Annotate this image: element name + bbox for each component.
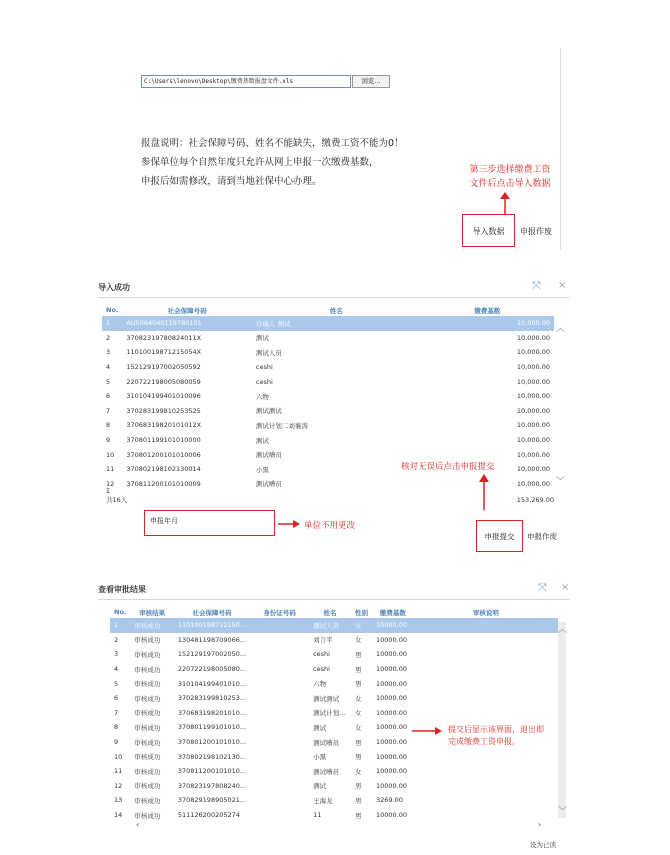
table-cell: 6 <box>106 392 111 401</box>
table-header <box>102 304 554 316</box>
table-cell: 审核成功 <box>130 618 173 633</box>
table-cell: 王海龙 <box>313 796 333 805</box>
divider <box>98 297 570 298</box>
table-cell-remark <box>414 662 558 677</box>
import-panel <box>98 48 561 250</box>
table-cell: 10,000.00 <box>516 333 550 342</box>
table-row[interactable] <box>110 676 558 691</box>
table-cell: 女 <box>355 636 362 645</box>
table-cell: 测试 <box>255 334 269 343</box>
table-cell: 152129197002050... <box>177 650 247 659</box>
table-cell: 男 <box>355 665 362 674</box>
table-cell: 3269.00 <box>376 796 403 805</box>
table-row[interactable] <box>110 633 558 648</box>
table-cell: 370801199101010000 <box>126 436 201 445</box>
table-cell: 测试计划二刘襄涛 <box>255 421 308 430</box>
table-cell: 4 <box>114 665 119 674</box>
table-cell: 审核成功 <box>134 738 161 747</box>
table-cell: 4 <box>106 363 111 372</box>
col-name: 姓名 <box>329 306 343 315</box>
table-row[interactable] <box>102 433 554 448</box>
table-cell: 2 <box>114 635 119 644</box>
table-row[interactable] <box>110 764 558 779</box>
table-cell-remark <box>414 764 558 779</box>
table-cell: 7 <box>114 708 119 717</box>
table-cell-remark <box>414 633 558 648</box>
table-row[interactable] <box>102 374 554 389</box>
table-cell-remark <box>414 749 558 764</box>
table-cell <box>250 793 309 808</box>
table-cell: 测试嘈员 <box>255 480 282 489</box>
table-cell <box>250 706 309 721</box>
table-cell: 5 <box>114 679 119 688</box>
table-cell: 测试计划... <box>313 709 346 718</box>
table-cell: 11 <box>114 767 123 776</box>
period-label: 申报年月 <box>150 517 178 525</box>
table-cell: 审核成功 <box>134 782 161 791</box>
table-row[interactable] <box>102 345 554 360</box>
table-cell: 审核成功 <box>134 811 161 820</box>
table-cell: 10,000.00 <box>421 316 554 331</box>
table-cell: 9 <box>114 738 119 747</box>
table-cell <box>250 808 309 823</box>
table-cell: 370802198102130014 <box>126 465 201 474</box>
table-cell: 370801199101010... <box>177 723 247 732</box>
period-note: 单位不用更改 <box>304 521 356 531</box>
total-count: 共16人 <box>106 496 128 504</box>
panel-title: 导入成功 <box>98 283 130 292</box>
table-cell <box>250 662 309 677</box>
table-cell: 130481198709066... <box>177 635 247 644</box>
table-cell: 男 <box>355 811 362 820</box>
table-cell: 审核成功 <box>134 753 161 762</box>
table-cell: 许瑞人 测试 <box>252 316 421 331</box>
table-cell: 10000.00 <box>376 781 408 790</box>
callout-line-1: 第三步选择缴费工资 <box>469 165 551 175</box>
table-cell: 370811200101010009 <box>126 479 201 488</box>
table-cell: 审核成功 <box>134 767 161 776</box>
submit-report-button[interactable]: 申报提交 <box>484 532 515 541</box>
table-cell <box>250 720 309 735</box>
table-cell: 测试嘈员 <box>313 767 340 776</box>
table-cell: 12 <box>114 781 123 790</box>
table-cell <box>250 618 309 633</box>
table-cell: 2 <box>106 333 111 342</box>
scroll-down-icon[interactable]: ﹀ <box>558 807 568 817</box>
table-cell <box>250 633 309 648</box>
table-cell: 女 <box>355 723 362 732</box>
table-cell: 370829198905021... <box>177 796 247 805</box>
col-ssn: 社会保障号码 <box>192 608 232 617</box>
table-cell: 审核成功 <box>134 636 161 645</box>
col-result: 审核结果 <box>139 608 166 617</box>
table-cell: 女 <box>355 767 362 776</box>
table-cell: 10,000.00 <box>516 421 550 430</box>
table-row[interactable] <box>110 662 558 677</box>
table-cell: 10,000.00 <box>516 436 550 445</box>
table-cell: 10000.00 <box>376 767 408 776</box>
import-data-button[interactable]: 导入数据 <box>472 227 505 236</box>
table-cell: ceshi <box>255 377 273 386</box>
table-cell: 8 <box>114 723 119 732</box>
import-total-row <box>106 487 127 505</box>
table-row[interactable] <box>102 331 554 346</box>
table-cell: 11 <box>313 811 322 820</box>
table-cell: 10000.00 <box>376 752 408 761</box>
table-cell: 1 <box>110 618 130 633</box>
table-cell: 7 <box>106 406 111 415</box>
table-cell-remark <box>414 618 558 633</box>
col-base: 缴费基数 <box>379 608 406 617</box>
table-cell: 测试 <box>313 723 327 732</box>
table-cell-remark <box>414 691 558 706</box>
table-cell: 测试嘈员 <box>313 738 340 747</box>
result-callout <box>448 724 544 748</box>
table-row[interactable] <box>102 389 554 404</box>
table-cell <box>250 691 309 706</box>
table-row[interactable] <box>110 808 558 823</box>
table-cell: 110100198712150... <box>174 618 250 633</box>
table-cell: 37082319780824011X <box>126 333 202 342</box>
scroll-up-icon[interactable]: ︿ <box>556 324 566 334</box>
note-line-3: 申报后如需修改，请到当地社保中心办理。 <box>141 176 322 187</box>
table-cell: 审核成功 <box>134 694 161 703</box>
table-cell: 511126200205274 <box>177 811 240 820</box>
table-cell: 9 <box>106 436 111 445</box>
table-cell: 测试嘈员 <box>255 451 282 460</box>
table-cell: 5 <box>106 377 111 386</box>
table-cell: 10000.00 <box>376 679 408 688</box>
table-cell: 10000.00 <box>376 694 408 703</box>
table-cell: 3 <box>106 348 111 357</box>
file-path-input[interactable]: C:\Users\lenovo\Desktop\缴费基数报盘文件.xls <box>141 75 351 88</box>
table-cell: 152129197002050592 <box>126 363 201 372</box>
arrow-up-icon <box>500 192 510 214</box>
table-row[interactable] <box>110 749 558 764</box>
table-cell: 10000.00 <box>376 635 408 644</box>
table-cell <box>250 647 309 662</box>
table-cell <box>250 764 309 779</box>
table-cell: 测试人员 <box>255 348 282 357</box>
table-cell: 六物 <box>313 680 327 689</box>
note-line-2: 参保单位每个自然年度只允许从网上申报一次缴费基数， <box>141 157 379 168</box>
table-cell: 10,000.00 <box>516 479 550 488</box>
table-row[interactable] <box>102 418 554 433</box>
col-no: No. <box>114 608 127 616</box>
table-row[interactable] <box>110 779 558 794</box>
table-cell: 审核成功 <box>134 796 161 805</box>
callout-line-2: 完成缴费工资申报。 <box>448 737 520 746</box>
table-cell: 220722198005080059 <box>126 377 201 386</box>
arrow-right-icon <box>412 727 442 735</box>
table-cell-remark <box>414 647 558 662</box>
note-line-1: 报盘说明：社会保障号码、姓名不能缺失，缴费工资不能为0！ <box>141 138 404 149</box>
vertical-scrollbar[interactable] <box>558 622 566 818</box>
arrow-right-icon <box>278 520 300 528</box>
table-cell: 测试人员 <box>309 618 351 633</box>
table-cell: 10 <box>106 450 115 459</box>
table-cell: 220722198005080... <box>177 665 247 674</box>
col-gender: 性别 <box>355 608 368 617</box>
table-cell: 310104199401010... <box>177 679 247 688</box>
table-cell: 男 <box>355 738 362 747</box>
table-cell: 8 <box>106 421 111 430</box>
table-cell: 10,000.00 <box>516 363 550 372</box>
col-base: 缴费基数 <box>474 306 501 315</box>
close-icon[interactable]: × <box>558 280 567 291</box>
table-cell-remark <box>414 676 558 691</box>
upload-notes <box>141 134 404 191</box>
table-cell: ceshi <box>255 363 273 372</box>
table-row[interactable] <box>110 618 558 633</box>
table-cell-remark <box>414 779 558 794</box>
table-cell: 370683198201010... <box>177 708 247 717</box>
submit-callout: 核对无误后点击申报提交 <box>401 462 495 472</box>
close-icon[interactable]: × <box>561 582 570 593</box>
table-cell: 测试测试 <box>313 694 340 703</box>
table-cell: 女 <box>355 694 362 703</box>
col-ssn: 社会保障号码 <box>167 306 207 315</box>
table-cell: 37068319820101012X <box>126 421 202 430</box>
cancel-report-button[interactable]: 申报作废 <box>520 227 552 236</box>
table-cell: 370283199810253... <box>177 694 247 703</box>
table-cell: 男 <box>355 782 362 791</box>
table-cell: 13 <box>114 796 123 805</box>
table-row[interactable] <box>110 691 558 706</box>
table-cell: 10000.00 <box>372 618 414 633</box>
table-cell: 小黑 <box>255 465 269 474</box>
table-cell: 370801200101010... <box>177 738 247 747</box>
table-cell: 14 <box>114 811 123 820</box>
scroll-left-icon[interactable]: ‹ <box>136 820 140 829</box>
table-cell: 10,000.00 <box>516 348 550 357</box>
table-row[interactable] <box>110 793 558 808</box>
table-cell: 310104199401010096 <box>126 392 201 401</box>
table-row[interactable] <box>110 706 558 721</box>
col-remark: 审核说明 <box>472 608 499 617</box>
table-cell: 测试 <box>255 436 269 445</box>
table-cell <box>250 735 309 750</box>
table-cell: 审核成功 <box>134 650 161 659</box>
col-no: No. <box>106 306 119 314</box>
table-cell: 10 <box>114 752 123 761</box>
table-cell: 10,000.00 <box>516 465 550 474</box>
scroll-right-icon[interactable]: › <box>538 820 542 829</box>
table-cell: 男 <box>355 796 362 805</box>
col-name: 姓名 <box>323 608 337 617</box>
table-cell: 10,000.00 <box>516 392 550 401</box>
table-cell-remark <box>414 793 558 808</box>
table-cell: ceshi <box>313 665 330 674</box>
table-cell: 六物 <box>255 392 269 401</box>
panel-title: 查看审批结果 <box>98 585 146 594</box>
table-cell: 370801200101010006 <box>126 450 201 459</box>
table-cell: 男 <box>355 650 362 659</box>
table-cell: ceshi <box>313 650 330 659</box>
total-value: 153,269.00 <box>516 496 554 504</box>
step3-callout <box>460 163 560 191</box>
divider <box>98 599 570 600</box>
total-symbol: Σ <box>106 487 111 495</box>
mark-read-button[interactable]: 设为已读 <box>530 841 556 848</box>
table-cell: AU5064040119780101 <box>122 316 252 331</box>
table-cell: 370283199810253525 <box>126 406 201 415</box>
table-cell: 刘言平 <box>313 636 333 645</box>
table-cell: 审核成功 <box>134 709 161 718</box>
expand-icon[interactable]: ⤧ <box>538 581 547 594</box>
table-cell: 3 <box>114 650 119 659</box>
table-cell: 10,000.00 <box>516 406 550 415</box>
table-cell: 10000.00 <box>376 708 408 717</box>
expand-icon[interactable]: ⤧ <box>532 279 541 292</box>
col-id: 身份证号码 <box>263 608 296 617</box>
table-cell: 审核成功 <box>134 680 161 689</box>
table-cell: 11 <box>106 465 115 474</box>
table-cell: 10,000.00 <box>516 450 550 459</box>
table-cell: 小黑 <box>313 753 327 762</box>
table-cell: 6 <box>114 694 119 703</box>
browse-button[interactable]: 浏览... <box>352 75 390 88</box>
callout-line-1: 提交后显示该界面，退出即 <box>448 725 544 734</box>
table-cell <box>250 779 309 794</box>
import-success-panel <box>98 276 570 558</box>
approval-result-panel <box>98 578 570 855</box>
table-row[interactable] <box>110 647 558 662</box>
table-cell: 10000.00 <box>376 723 408 732</box>
table-cell <box>250 749 309 764</box>
scroll-up-icon[interactable]: ︿ <box>558 625 568 635</box>
table-row[interactable] <box>102 360 554 375</box>
approval-table <box>110 606 558 822</box>
table-cell: 男 <box>355 753 362 762</box>
arrow-down-icon <box>479 474 489 510</box>
callout-line-2: 文件后点击导入数据 <box>469 179 551 189</box>
table-cell: 女 <box>351 618 372 633</box>
cancel-report-button-2[interactable]: 申报作废 <box>527 532 557 541</box>
table-row[interactable] <box>102 404 554 419</box>
table-cell: 370823197808240... <box>177 781 247 790</box>
table-cell: 测试 <box>313 782 327 791</box>
table-cell: 审核成功 <box>134 665 161 674</box>
table-cell: 10000.00 <box>376 811 408 820</box>
table-cell: 1 <box>102 316 122 331</box>
table-cell: 10000.00 <box>376 738 408 747</box>
table-row[interactable] <box>102 316 554 331</box>
table-cell-remark <box>414 808 558 823</box>
table-header <box>110 606 558 618</box>
table-cell: 测试测试 <box>255 407 282 416</box>
table-cell: 11010019871215054X <box>126 348 202 357</box>
table-cell: 男 <box>355 680 362 689</box>
table-cell: 审核成功 <box>134 723 161 732</box>
scroll-down-icon[interactable]: ﹀ <box>556 477 566 487</box>
table-cell: 370802198102130... <box>177 752 247 761</box>
table-cell-remark <box>414 706 558 721</box>
table-cell: 370811200101010... <box>177 767 247 776</box>
table-cell: 12 <box>106 479 115 488</box>
table-cell <box>250 676 309 691</box>
table-cell: 10000.00 <box>376 665 408 674</box>
table-cell: 10000.00 <box>376 650 408 659</box>
table-cell: 10,000.00 <box>516 377 550 386</box>
table-cell: 女 <box>355 709 362 718</box>
